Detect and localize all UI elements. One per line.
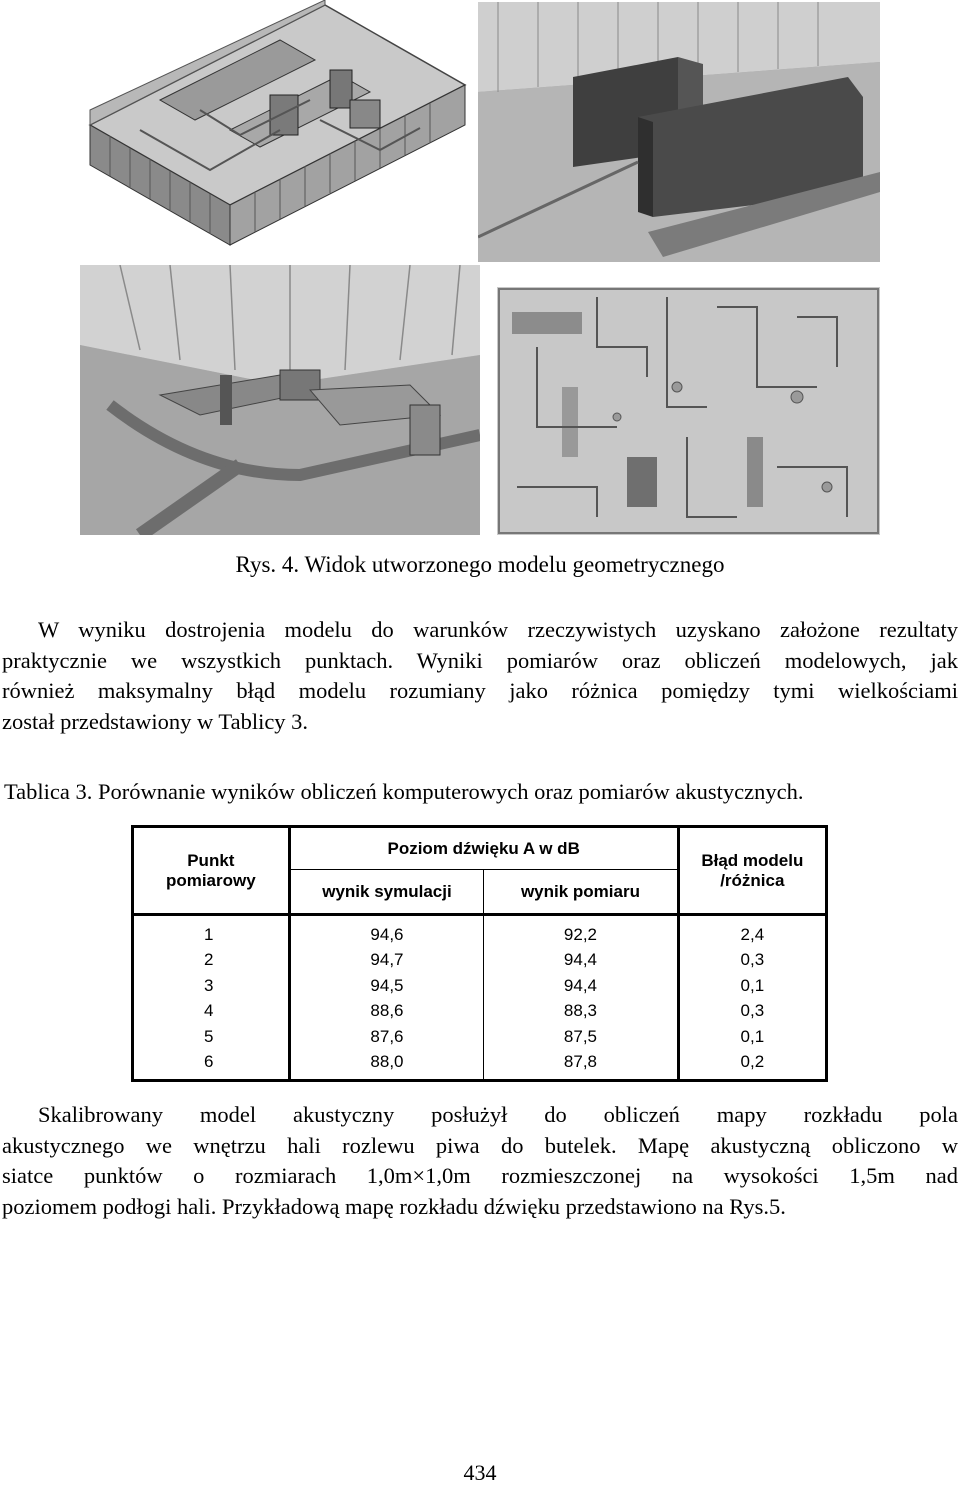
header-sound-level: Poziom dźwięku A w dB xyxy=(289,827,678,870)
table-row xyxy=(133,915,827,948)
header-point: Punkt pomiarowy xyxy=(133,827,290,915)
error-cell: 2,4 xyxy=(740,924,765,944)
figure-caption: Rys. 4. Widok utworzonego modelu geometrycznego xyxy=(235,552,725,577)
paragraph-line: poziomem podłogi hali. Przykładową mapę rozkładu dźwięku przedstawiono na Rys.5. xyxy=(2,1193,786,1219)
interior-perspective-view-1 xyxy=(478,2,880,262)
measurement-cell: 92,2 xyxy=(484,915,678,948)
paragraph-line: akustycznego we wnętrzu hali rozlewu piwa do butelek. Mapę akustyczną obliczono w xyxy=(2,1132,958,1158)
header-measurement-result: wynik pomiaru xyxy=(484,870,678,915)
interior-perspective-view-2 xyxy=(80,265,480,535)
simulation-cell: 88,6 xyxy=(289,999,484,1025)
table-row xyxy=(133,973,827,999)
table-row xyxy=(133,1050,827,1081)
paragraph-line: również maksymalny błąd modelu rozumiany jako różnica pomiędzy tymi wielkościami xyxy=(2,678,958,703)
point-cell: 4 xyxy=(133,999,290,1025)
simulation-cell: 87,6 xyxy=(289,1024,484,1050)
model-isometric-view xyxy=(80,0,470,250)
error-cell: 0,1 xyxy=(740,975,765,995)
error-cell: 0,1 xyxy=(740,1026,765,1046)
paragraph-line: siatce punktów o rozmiarach 1,0m×1,0m rozmieszczonej na wysokości 1,5m nad xyxy=(2,1163,958,1188)
point-cell: 6 xyxy=(133,1050,290,1081)
simulation-cell: 94,6 xyxy=(289,915,484,948)
paragraph-line: został przedstawiony w Tablicy 3. xyxy=(2,708,309,734)
table-row xyxy=(133,1024,827,1050)
measurement-cell: 87,5 xyxy=(484,1024,678,1050)
paragraph-line: praktycznie we wszystkich punktach. Wyniki pomiarów oraz obliczeń modelowych, jak xyxy=(2,647,958,673)
table-title: Tablica 3. Porównanie wyników obliczeń komputerowych oraz pomiarów akustycznych. xyxy=(4,779,804,804)
measurement-cell: 94,4 xyxy=(484,948,678,974)
paragraph-line: Skalibrowany model akustyczny posłużył do obliczeń mapy rozkładu pola xyxy=(38,1102,958,1127)
measurement-cell: 94,4 xyxy=(484,973,678,999)
point-cell: 2 xyxy=(133,948,290,974)
error-cell: 0,2 xyxy=(740,1052,765,1072)
table-row xyxy=(133,999,827,1025)
simulation-cell: 94,5 xyxy=(289,973,484,999)
point-cell: 5 xyxy=(133,1024,290,1050)
table-row xyxy=(133,948,827,974)
paragraph-line: W wyniku dostrojenia modelu do warunków rzeczywistych uzyskano założone rezultaty xyxy=(38,617,958,642)
header-simulation-result: wynik symulacji xyxy=(289,870,484,915)
paragraph-model-calibration xyxy=(2,615,958,737)
measurement-cell: 88,3 xyxy=(484,999,678,1025)
comparison-table xyxy=(131,825,828,1082)
page-number: 434 xyxy=(463,1460,497,1485)
error-cell: 0,3 xyxy=(740,1001,765,1021)
simulation-cell: 88,0 xyxy=(289,1050,484,1081)
point-cell: 3 xyxy=(133,973,290,999)
simulation-cell: 94,7 xyxy=(289,948,484,974)
header-model-error: Błąd modelu /różnica xyxy=(678,827,826,915)
error-cell: 0,3 xyxy=(740,950,765,970)
measurement-cell: 87,8 xyxy=(484,1050,678,1081)
point-cell: 1 xyxy=(133,915,290,948)
plan-top-view xyxy=(497,287,880,535)
paragraph-acoustic-map xyxy=(2,1100,958,1222)
